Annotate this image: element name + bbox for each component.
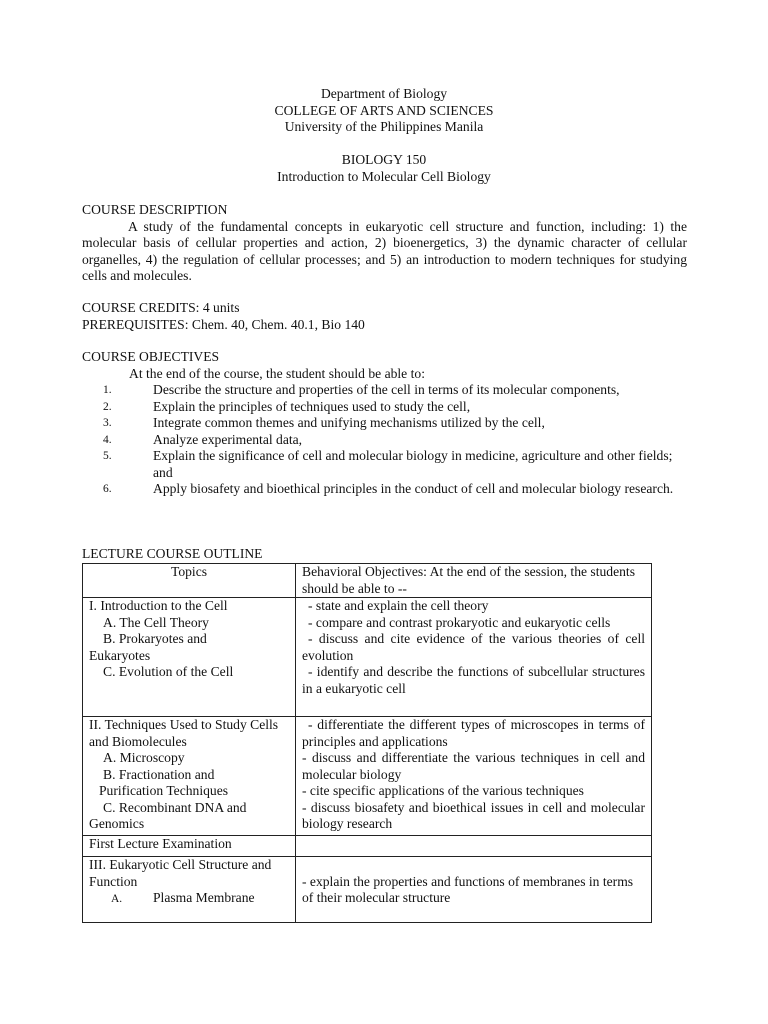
objective-cell: - differentiate the different types of microscopes in terms of principles and applications - discuss and differentiate the various techniques in cell and molecular biology - cite specific applications of the various techniques - discuss biosafety and bioethical issues in cell and molecular biology research xyxy=(296,717,652,836)
objective-item: 5. Explain the significance of cell and molecular biology in medicine, agriculture and other fields; and xyxy=(103,448,673,480)
objective-item: 1. Describe the structure and properties of the cell in terms of its molecular components, xyxy=(103,382,620,397)
topics-column-header: Topics xyxy=(83,564,296,598)
course-description xyxy=(82,202,687,285)
course-objectives-heading: COURSE OBJECTIVES xyxy=(82,349,220,364)
course-description-heading: COURSE DESCRIPTION xyxy=(82,202,228,217)
table-row xyxy=(83,857,652,923)
objective-item: 4. Analyze experimental data, xyxy=(103,431,303,447)
college-name: COLLEGE OF ARTS AND SCIENCES xyxy=(274,102,494,118)
table-row xyxy=(83,717,652,836)
objectives-list xyxy=(82,382,687,498)
lecture-outline-heading: LECTURE COURSE OUTLINE xyxy=(82,546,263,561)
prerequisites-line: PREREQUISITES: Chem. 40, Chem. 40.1, Bio 140 xyxy=(82,316,365,332)
objective-item: 2. Explain the principles of techniques used to study the cell, xyxy=(103,398,471,414)
objective-cell xyxy=(296,836,652,857)
objectives-column-header: Behavioral Objectives: At the end of the session, the students should be able to -- xyxy=(296,564,652,598)
topic-cell: II. Techniques Used to Study Cells and Biomolecules A. Microscopy B. Fractionation and Purification Techniques C. Recombinant DNA and Genomics xyxy=(83,717,296,836)
course-description-body: A study of the fundamental concepts in eukaryotic cell structure and function, including: 1) the molecular basis of cellular properties and action, 2) bioenergetics, 3) the dynamic character of cellular organelles, 4) the regulation of cellular processes; and 5) an introduction to modern techniques for studying cells and molecules. xyxy=(82,218,687,283)
objective-item: 6. Apply biosafety and bioethical principles in the conduct of cell and molecular biology research. xyxy=(103,481,674,496)
department-name: Department of Biology xyxy=(320,86,448,101)
document-header xyxy=(0,86,768,185)
topic-cell: First Lecture Examination xyxy=(83,836,296,857)
topic-cell: I. Introduction to the Cell A. The Cell Theory B. Prokaryotes and Eukaryotes C. Evolution of the Cell xyxy=(83,598,296,717)
university-name: University of the Philippines Manila xyxy=(284,119,484,134)
topic-cell: III. Eukaryotic Cell Structure and Function A. Plasma Membrane xyxy=(83,857,296,923)
objectives-intro: At the end of the course, the student should be able to: xyxy=(129,365,425,381)
course-credits xyxy=(82,300,687,333)
table-row xyxy=(83,836,652,857)
course-code: BIOLOGY 150 xyxy=(341,152,427,167)
table-row xyxy=(83,598,652,717)
course-title: Introduction to Molecular Cell Biology xyxy=(277,168,491,184)
lecture-outline-table xyxy=(82,563,652,923)
objective-cell: - explain the properties and functions of membranes in terms of their molecular structure xyxy=(296,857,652,923)
objective-cell: - state and explain the cell theory - compare and contrast prokaryotic and eukaryotic cells - discuss and cite evidence of the various theories of cell evolution - identify and describe the functions of subcellular structures in a eukaryotic cell xyxy=(296,598,652,717)
objective-item: 3. Integrate common themes and unifying mechanisms utilized by the cell, xyxy=(103,415,545,430)
course-objectives xyxy=(82,349,687,498)
course-credits-line: COURSE CREDITS: 4 units xyxy=(82,300,240,315)
table-header-row xyxy=(83,564,652,598)
